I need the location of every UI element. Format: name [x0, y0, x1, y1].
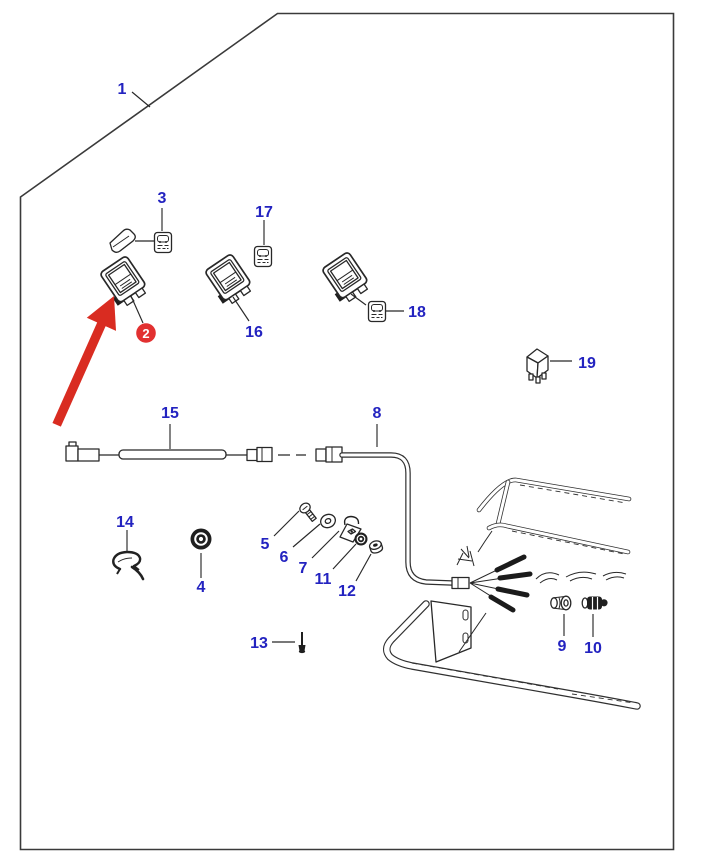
wisp-marks — [457, 546, 474, 566]
part-16-rocker-switch-icon — [202, 253, 255, 321]
part-18-switch-and-plate-icon — [319, 251, 404, 321]
highlight-badge — [136, 323, 156, 343]
leader-1 — [132, 92, 150, 107]
callout-8: 8 — [372, 405, 382, 422]
part-3-switch-cap-icon — [110, 229, 154, 252]
callout-5: 5 — [260, 536, 270, 553]
callout-1: 1 — [117, 81, 127, 98]
part-12-nut-icon — [356, 539, 383, 581]
part-13-screw-icon — [272, 632, 306, 653]
badge-label: 2 — [142, 325, 150, 341]
part-9-bulb-socket-icon — [551, 596, 571, 636]
part-19-relay-icon — [527, 349, 572, 383]
callout-3: 3 — [157, 190, 167, 207]
part-14-spring-clip-icon — [113, 552, 143, 579]
wire-tips — [491, 557, 530, 610]
callout-6: 6 — [279, 549, 289, 566]
callout-9: 9 — [557, 638, 567, 655]
part-4-grommet-icon — [191, 529, 212, 579]
frame-sketch-upper — [457, 480, 629, 583]
sheet-border — [21, 14, 674, 850]
callout-15: 15 — [161, 405, 179, 422]
callout-11: 11 — [314, 571, 332, 588]
callout-4: 4 — [196, 579, 206, 596]
part-17-label-plate-icon — [255, 247, 272, 267]
part-7-bracket-icon — [312, 517, 361, 559]
callout-16: 16 — [245, 324, 263, 341]
part-15-cable-assembly-icon — [66, 442, 306, 462]
part-10-bulb-icon — [582, 597, 607, 638]
callout-19: 19 — [578, 355, 596, 372]
red-arrow-icon — [42, 289, 129, 431]
callout-7: 7 — [298, 560, 308, 577]
callout-13: 13 — [250, 635, 268, 652]
callout-17: 17 — [255, 204, 273, 221]
callout-18: 18 — [408, 304, 426, 321]
callout-14: 14 — [116, 514, 134, 531]
part-3-label-plate-icon — [155, 233, 172, 253]
callout-10: 10 — [584, 640, 602, 657]
callout-12: 12 — [338, 583, 356, 600]
